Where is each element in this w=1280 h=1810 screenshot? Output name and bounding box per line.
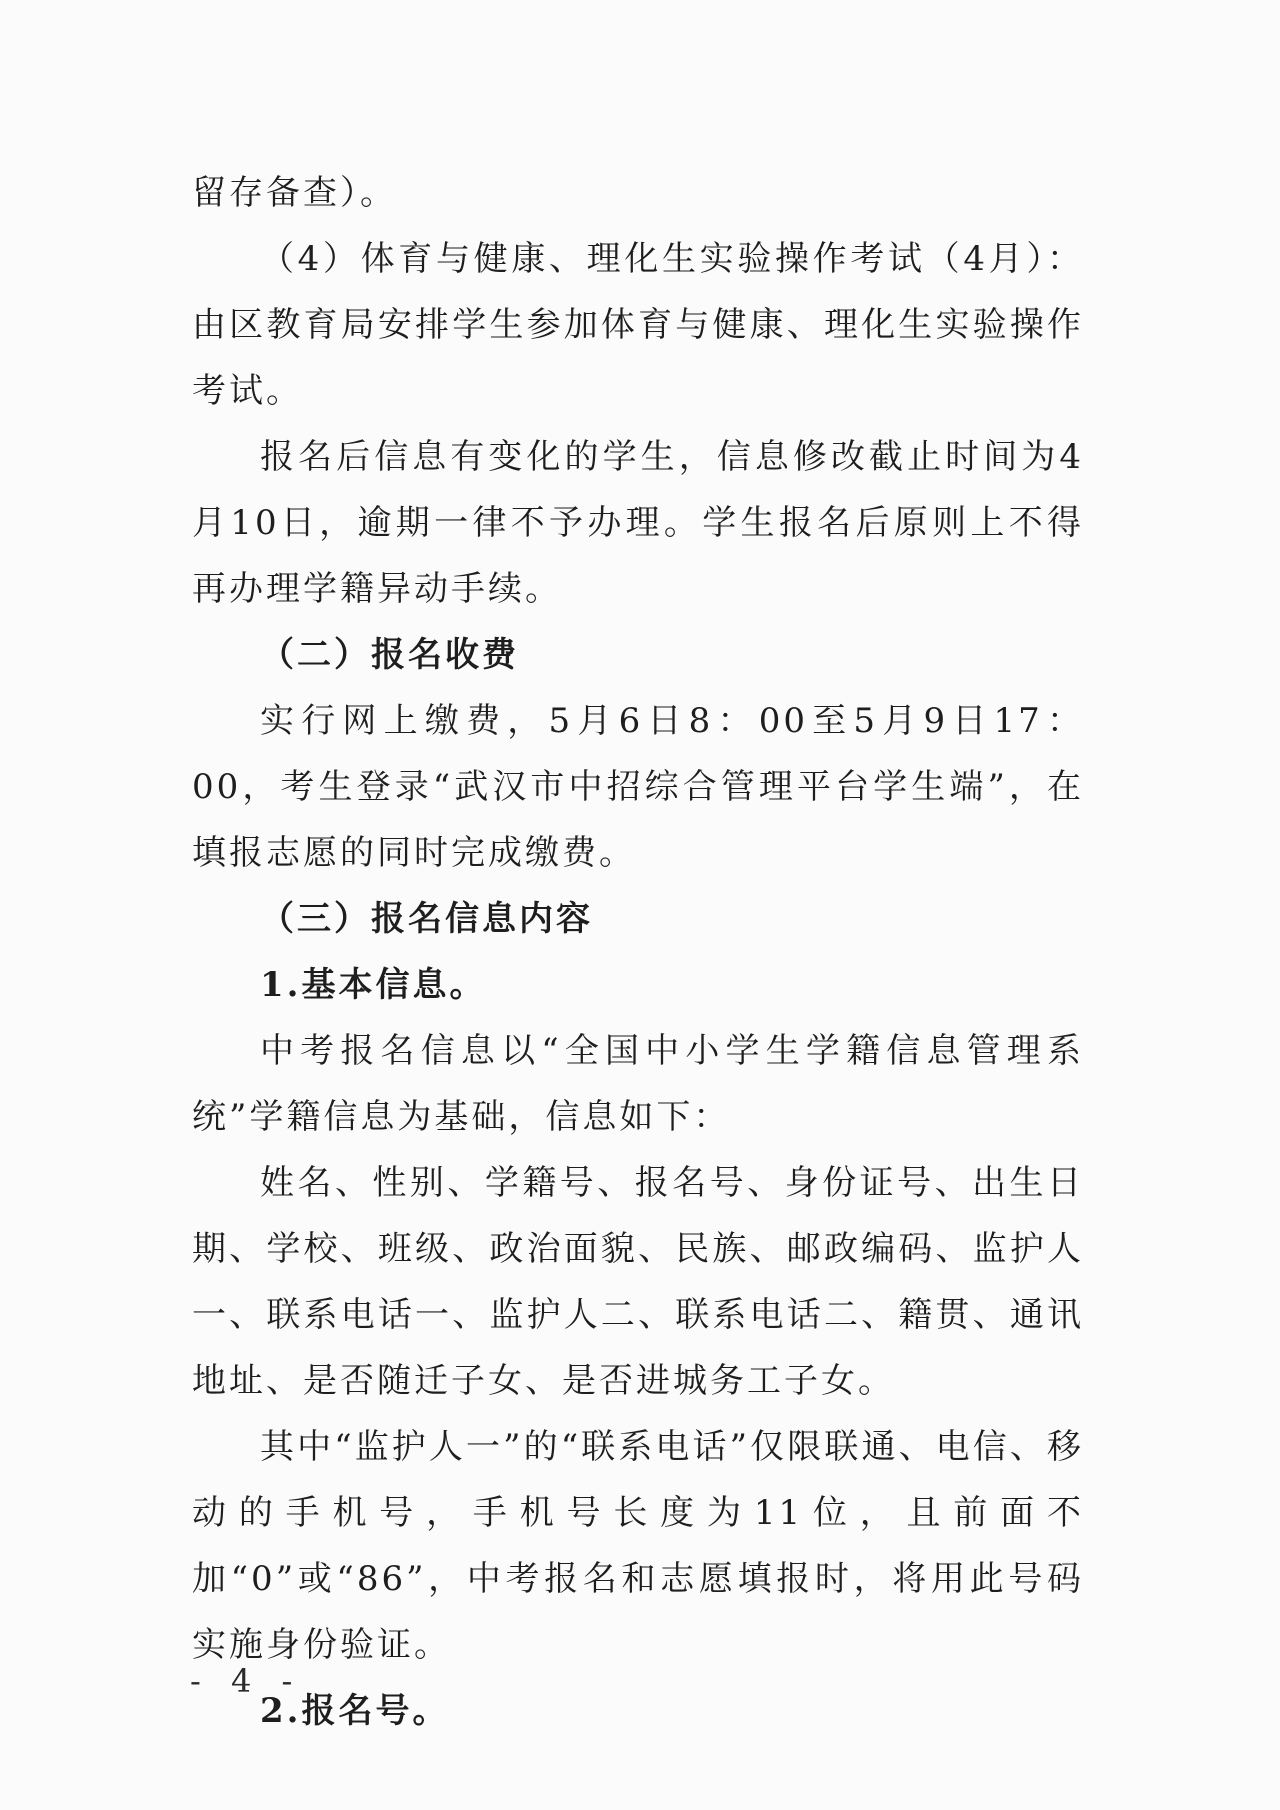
section-heading-info-content: （三）报名信息内容 <box>260 899 593 939</box>
document-body <box>192 160 1084 1744</box>
paragraph-payment: 实行网上缴费，5月6日8：00至5月9日17：00，考生登录“武汉市中招综合管理平台学生端”，在填报志愿的同时完成缴费。 <box>192 701 1084 873</box>
paragraph-item-4: （4）体育与健康、理化生实验操作考试（4月）：由区教育局安排学生参加体育与健康、理化生实验操作考试。 <box>192 239 1084 411</box>
subheading-basic-info: 1.基本信息。 <box>260 965 487 1005</box>
page-number: - 4 - <box>190 1662 303 1700</box>
subheading-registration-number: 2.报名号。 <box>260 1691 450 1731</box>
paragraph-continuation: 留存备查）。 <box>192 173 397 213</box>
paragraph-info-change: 报名后信息有变化的学生，信息修改截止时间为4月10日，逾期一律不予办理。学生报名后原则上不得再办理学籍异动手续。 <box>192 437 1084 609</box>
paragraph-basic-info-source: 中考报名信息以“全国中小学生学籍信息管理系统”学籍信息为基础，信息如下： <box>192 1031 1084 1137</box>
paragraph-field-list: 姓名、性别、学籍号、报名号、身份证号、出生日期、学校、班级、政治面貌、民族、邮政编码、监护人一、联系电话一、监护人二、联系电话二、籍贯、通讯地址、是否随迁子女、是否进城务工子女。 <box>192 1163 1084 1401</box>
section-heading-fee: （二）报名收费 <box>260 635 519 675</box>
paragraph-phone-rule: 其中“监护人一”的“联系电话”仅限联通、电信、移动的手机号，手机号长度为11位，且前面不加“0”或“86”，中考报名和志愿填报时，将用此号码实施身份验证。 <box>192 1427 1084 1665</box>
